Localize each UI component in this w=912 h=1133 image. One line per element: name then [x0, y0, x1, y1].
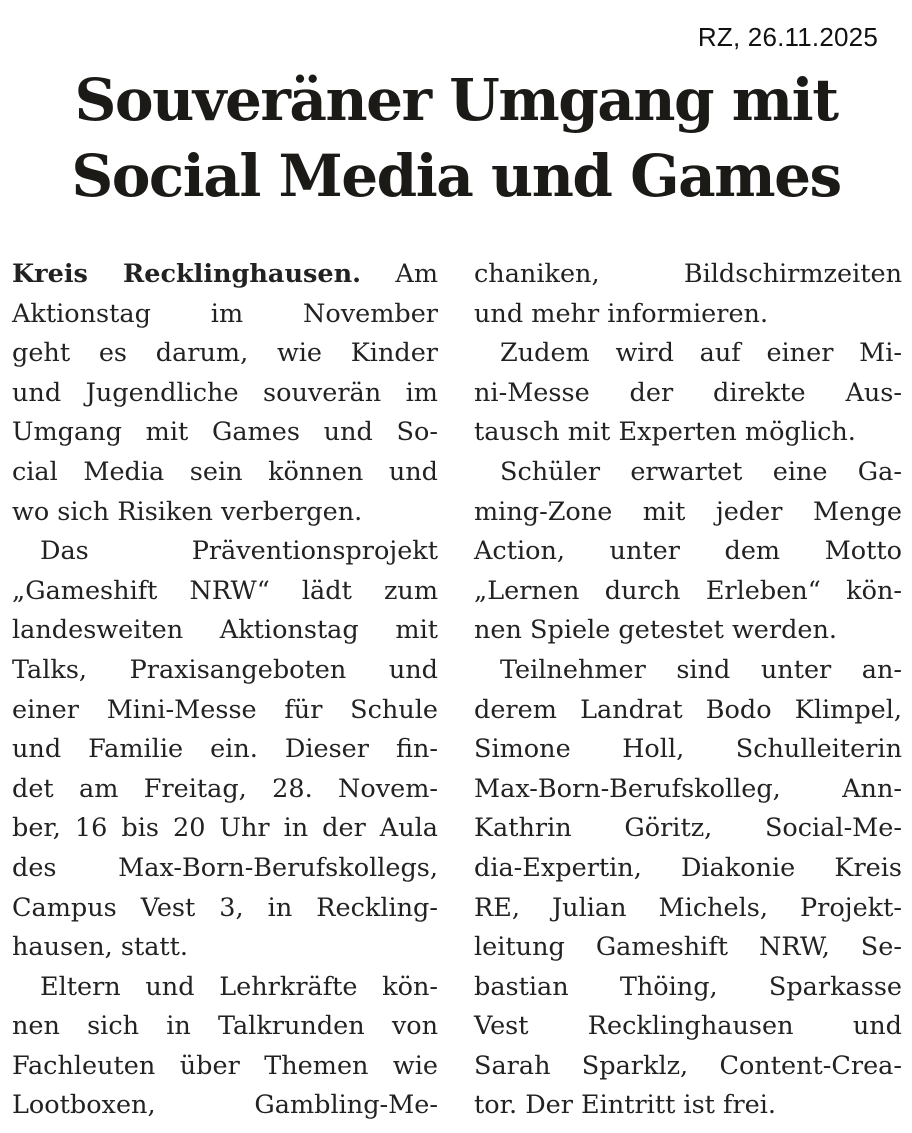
text-line: Campus Vest 3, in Reckling-: [12, 892, 438, 923]
text-line: dia-Expertin, Diakonie Kreis: [474, 852, 902, 883]
text-line: Vest Recklinghausen und: [474, 1011, 902, 1042]
article-column-left: [12, 255, 438, 1126]
article-headline: [0, 62, 912, 214]
text-line: nen sich in Talkrunden von: [12, 1011, 438, 1042]
text-fragment: Am: [395, 259, 439, 289]
text-line: Action, unter dem Motto: [474, 536, 902, 567]
text-line: derem Landrat Bodo Klimpel,: [474, 694, 902, 725]
text-line: Lootboxen, Gambling-Me-: [12, 1090, 438, 1121]
text-line: RE, Julian Michels, Projekt-: [474, 892, 902, 923]
text-line: wo sich Risiken verbergen.: [12, 496, 363, 527]
text-line: Teilnehmer sind unter an-: [500, 654, 902, 685]
text-line: Zudem wird auf einer Mi-: [500, 338, 902, 369]
text-line: landesweiten Aktionstag mit: [12, 615, 438, 646]
text-line: tor. Der Eintritt ist frei.: [474, 1090, 776, 1121]
text-line: [12, 255, 438, 295]
text-line: det am Freitag, 28. Novem-: [12, 773, 438, 804]
article-column-right: [474, 255, 902, 1126]
text-line: Schüler erwartet eine Ga-: [500, 456, 902, 487]
text-line: leitung Gameshift NRW, Se-: [474, 932, 902, 963]
text-line: Talks, Praxisangeboten und: [12, 654, 438, 685]
text-line: Umgang mit Games und So-: [12, 417, 438, 448]
text-line: und mehr informieren.: [474, 298, 769, 329]
headline-line-1: Souveräner Umgang mit: [74, 66, 838, 134]
text-line: und Familie ein. Dieser fin-: [12, 734, 438, 765]
text-line: des Max-Born-Berufskollegs,: [12, 852, 438, 883]
text-line: hausen, statt.: [12, 932, 188, 963]
dateline: Kreis Recklinghausen.: [12, 259, 361, 289]
text-line: Aktionstag im November: [12, 298, 438, 329]
text-line: nen Spiele getestet werden.: [474, 615, 838, 646]
text-line: Eltern und Lehrkräfte kön-: [40, 971, 438, 1002]
text-line: chaniken, Bildschirmzeiten: [474, 259, 902, 289]
text-line: „Lernen durch Erleben“ kön-: [474, 575, 902, 606]
text-line: geht es darum, wie Kinder: [12, 338, 438, 369]
text-line: ni-Messe der direkte Aus-: [474, 377, 902, 408]
text-line: „Gameshift NRW“ lädt zum: [12, 575, 438, 606]
text-line: bastian Thöing, Sparkasse: [474, 971, 902, 1002]
text-line: Sarah Sparklz, Content-Crea-: [474, 1050, 902, 1081]
headline-line-2: Social Media und Games: [71, 142, 841, 210]
text-line: Fachleuten über Themen wie: [12, 1050, 438, 1081]
text-line: und Jugendliche souverän im: [12, 377, 438, 408]
source-date-stamp: RZ, 26.11.2025: [697, 22, 878, 52]
text-line: cial Media sein können und: [12, 456, 438, 487]
text-line: Max-Born-Berufskolleg, Ann-: [474, 773, 902, 804]
text-line: einer Mini-Messe für Schule: [12, 694, 438, 725]
text-line: tausch mit Experten möglich.: [474, 417, 856, 448]
text-line: Das Präventionsprojekt: [40, 536, 438, 567]
text-line: Simone Holl, Schulleiterin: [474, 734, 902, 765]
text-line: ming-Zone mit jeder Menge: [474, 496, 902, 527]
text-line: ber, 16 bis 20 Uhr in der Aula: [12, 813, 438, 844]
text-line: Kathrin Göritz, Social-Me-: [474, 813, 902, 844]
